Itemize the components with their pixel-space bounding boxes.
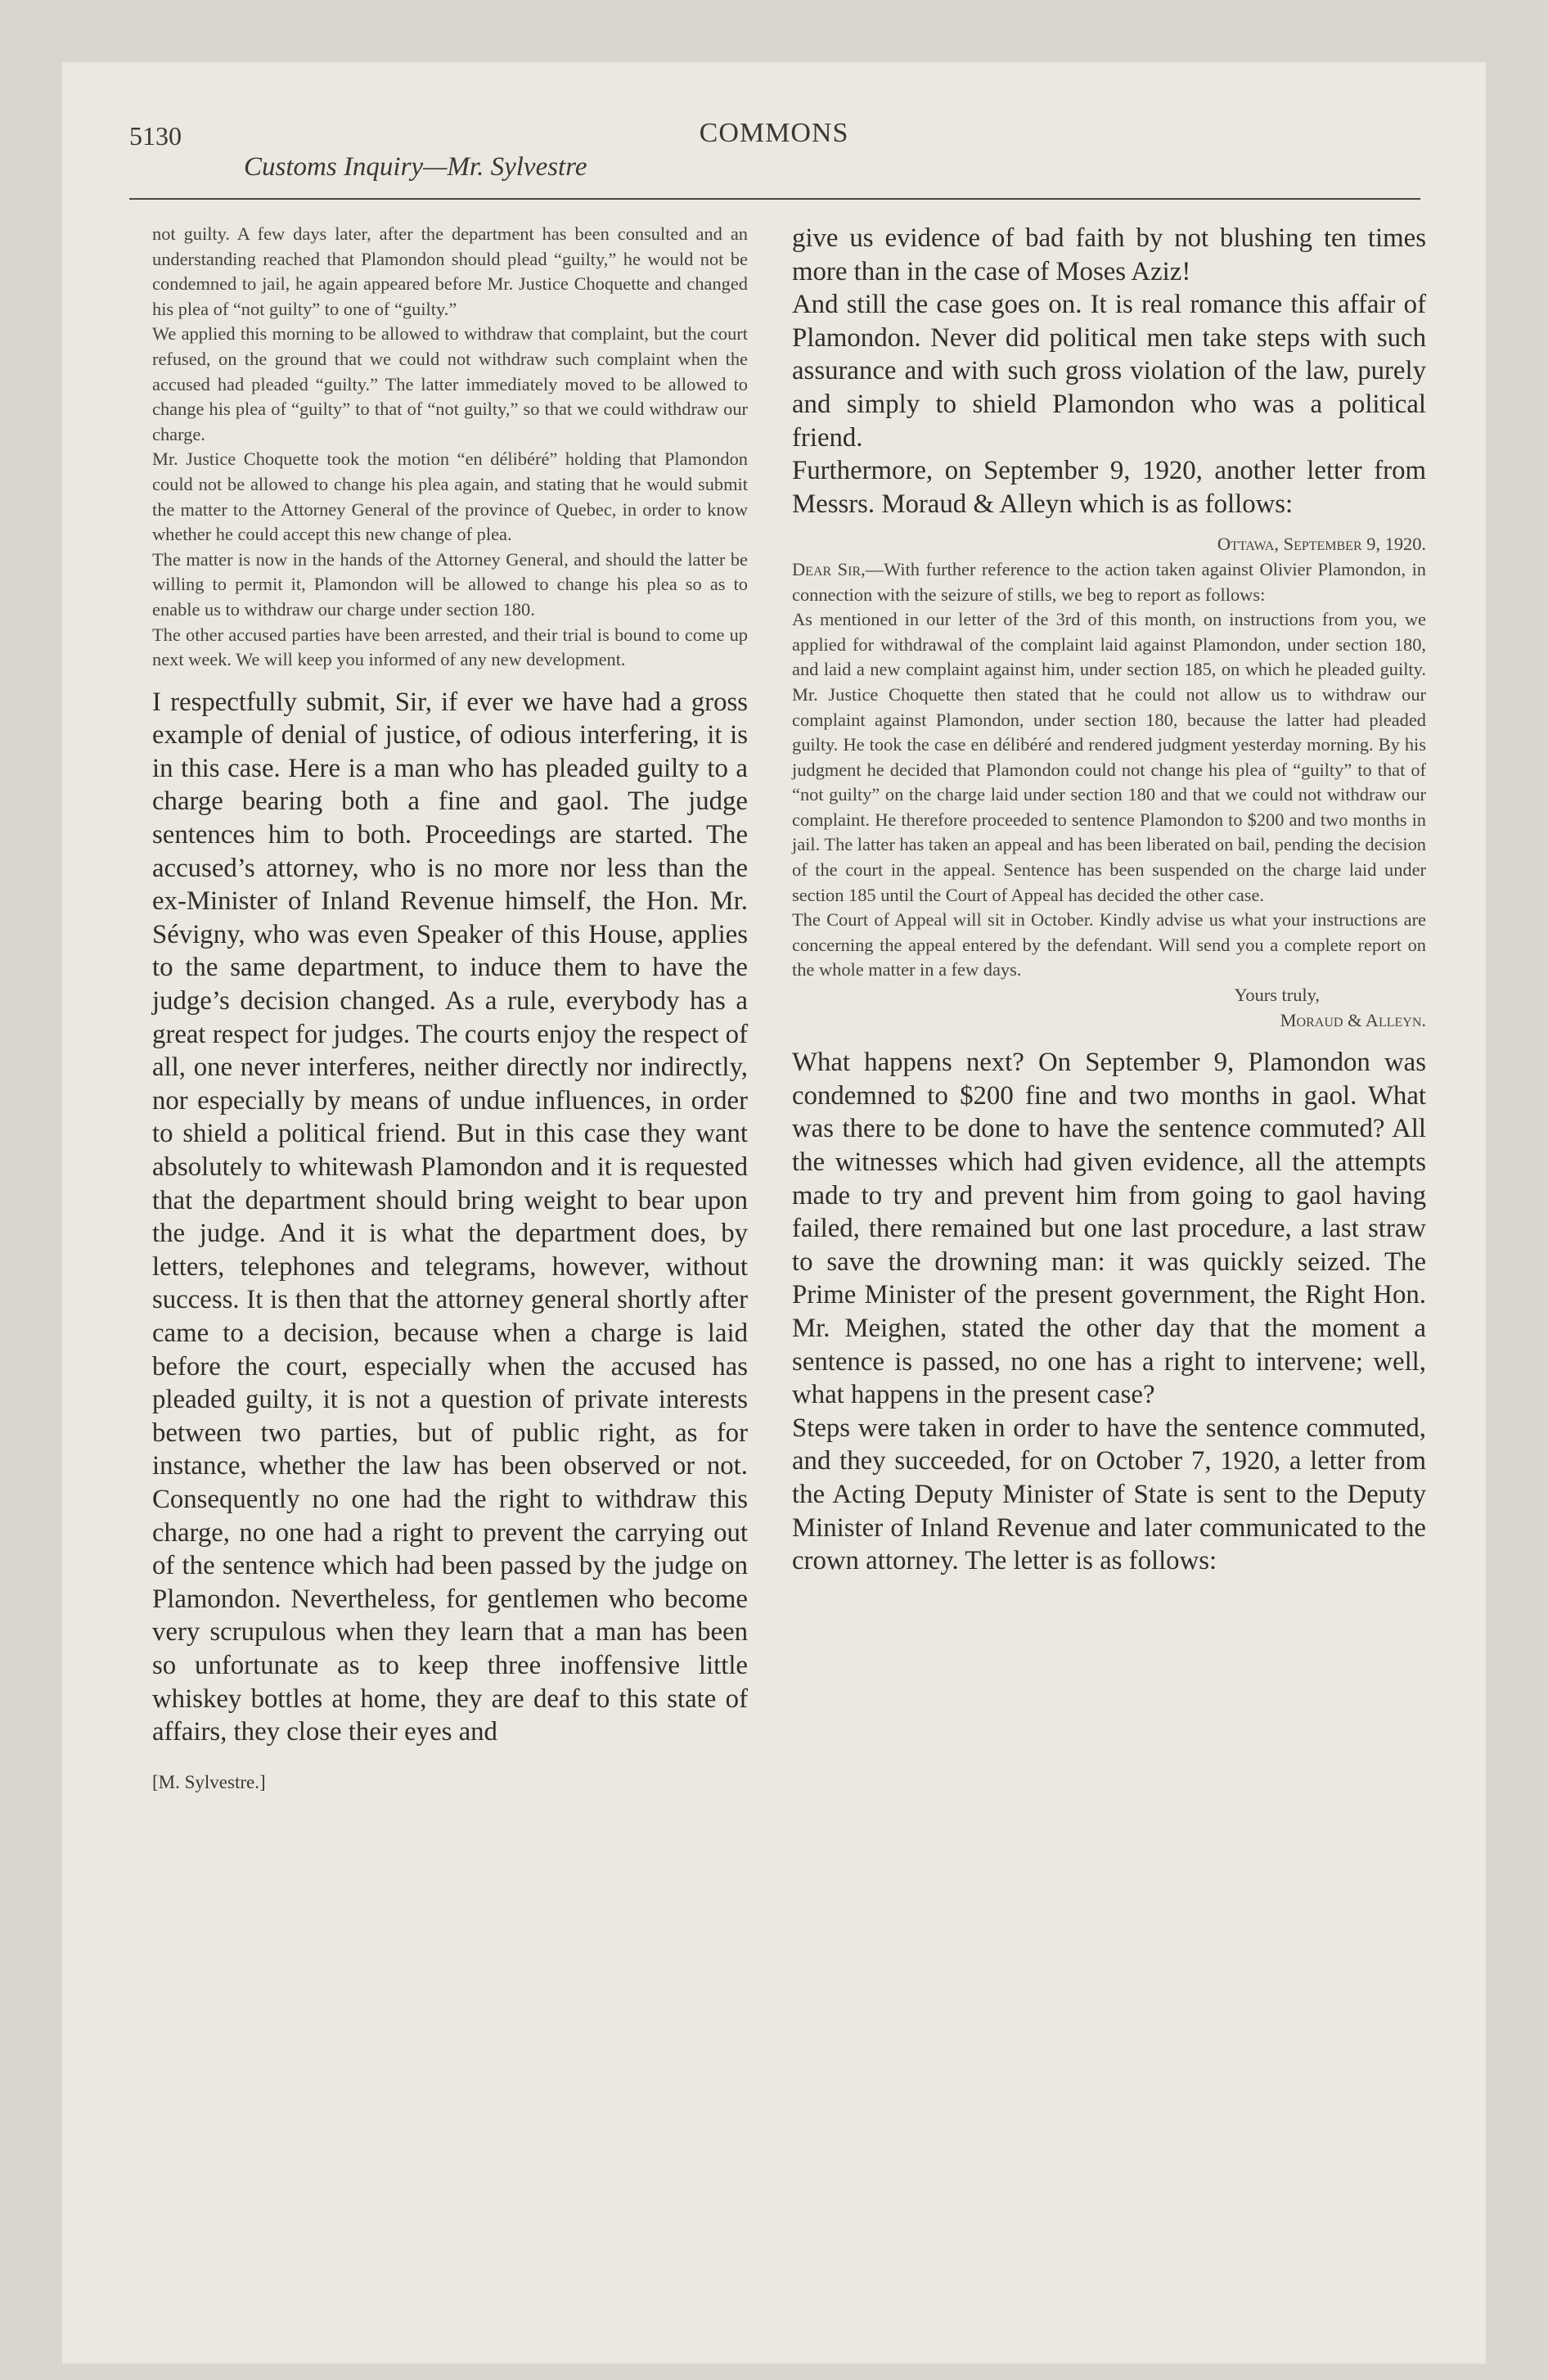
- speech-paragraph: What happens next? On September 9, Plamondon was condemned to $200 fine and two months in gaol. What was there to be done to have the sentence commuted? All the witnesses which had given evidence, all the attempts made to try and prevent him from going to gaol having failed, there remained but one last procedure, a last straw to save the drowning man: it was quickly seized. The Prime Minister of the present government, the Right Hon. Mr. Meighen, stated the other day that the moment a sentence is passed, no one has a right to intervene; well, what happens in the present case?: [792, 1048, 1426, 1410]
- letter-date: Ottawa, September 9, 1920.: [1217, 534, 1426, 555]
- quoted-report: [152, 222, 748, 673]
- letter-salutation: Dear Sir,: [792, 558, 866, 579]
- running-title: COMMONS: [699, 118, 849, 148]
- report-paragraph: The other accused parties have been arrested, and their trial is bound to come up next week. We will keep you informed of any new development.: [152, 624, 748, 670]
- speech-paragraph: Furthermore, on September 9, 1920, another letter from Messrs. Moraud & Alleyn which is as follows:: [792, 456, 1426, 519]
- letter-signature: Moraud & Alleyn.: [1280, 1009, 1426, 1030]
- letter-paragraph: [792, 557, 1426, 607]
- letter-text: —With further reference to the action taken against Olivier Plamondon, in connection with the seizure of stills, we beg to report as follows:: [792, 558, 1426, 605]
- letter-paragraph: The Court of Appeal will sit in October. Kindly advise us what your instructions are concerning the appeal entered by the defendant. Will send you a complete report on the whole matter in a few days.: [792, 909, 1426, 980]
- page-number: 5130: [129, 121, 182, 151]
- right-column: [792, 222, 1426, 1578]
- report-paragraph: We applied this morning to be allowed to withdraw that complaint, but the court refused, on the ground that we could not withdraw such complaint when the accused had pleaded “guilty.” The latter immediately moved to be allowed to change his plea of “guilty” to that of “not guilty,” so that we could withdraw our charge.: [152, 323, 748, 444]
- page-header: [62, 62, 1486, 218]
- page-sheet: [62, 62, 1486, 2364]
- quoted-letter: [792, 532, 1426, 1033]
- letter-paragraph: As mentioned in our letter of the 3rd of this month, on instructions from you, we applied for withdrawal of the complaint laid against Plamondon, under section 180, and laid a new complaint against him, under section 185, on which he pleaded guilty. Mr. Justice Choquette then stated that he could not allow us to withdraw our complaint against Plamondon, under section 180, because the latter had pleaded guilty. He took the case en délibéré and rendered judgment yesterday morning. By his judgment he decided that Plamondon could not change his plea of “guilty” to that of “not guilty” on the charge laid under section 180 and that we could not withdraw our complaint. He therefore proceeded to sentence Plamondon to $200 and two months in jail. The latter has taken an appeal and has been liberated on bail, pending the decision of the court in the appeal. Sentence has been suspended on the charge laid under section 185 until the Court of Appeal has decided the other case.: [792, 609, 1426, 905]
- section-title: Customs Inquiry—Mr. Sylvestre: [244, 152, 587, 182]
- letter-closing: Yours truly,: [1234, 985, 1320, 1006]
- speech-right-bottom: [792, 1046, 1426, 1578]
- speaker-tag: [M. Sylvestre.]: [152, 1771, 266, 1792]
- speech-paragraph: Steps were taken in order to have the sentence commuted, and they succeeded, for on October 7, 1920, a letter from the Acting Deputy Minister of State is sent to the Deputy Minister of Inland Revenue and later communicated to the crown attorney. The letter is as follows:: [792, 1413, 1426, 1576]
- report-paragraph: The matter is now in the hands of the Attorney General, and should the latter be willing to permit it, Plamondon will be allowed to change his plea so as to enable us to withdraw our charge under section 180.: [152, 548, 748, 620]
- speech-right-top: [792, 222, 1426, 521]
- speech-left: [152, 686, 748, 1749]
- speech-paragraph: And still the case goes on. It is real romance this affair of Plamondon. Never did political men take steps with such assurance and with such gross violation of the law, purely and simply to shield Plamondon who was a political friend.: [792, 290, 1426, 453]
- left-column: [152, 222, 748, 1793]
- report-paragraph: not guilty. A few days later, after the department has been consulted and an understanding reached that Plamondon should plead “guilty,” he would not be condemned to jail, he again appeared before Mr. Justice Choquette and changed his plea of “not guilty” to one of “guilty.”: [152, 223, 748, 319]
- header-rule: [129, 198, 1420, 200]
- report-paragraph: Mr. Justice Choquette took the motion “en délibéré” holding that Plamondon could not be allowed to change his plea again, and stating that he would submit the matter to the Attorney General of the province of Quebec, in order to know whether he could accept this new change of plea.: [152, 449, 748, 545]
- speech-paragraph: give us evidence of bad faith by not blushing ten times more than in the case of Moses Aziz!: [792, 223, 1426, 286]
- speech-paragraph: I respectfully submit, Sir, if ever we have had a gross example of denial of justice, of odious interfering, it is in this case. Here is a man who has pleaded guilty to a charge bearing both a fine and gaol. The judge sentences him to both. Proceedings are started. The accused’s attorney, who is no more nor less than the ex-Minister of Inland Revenue himself, the Hon. Mr. Sévigny, who was even Speaker of this House, applies to the same department, to induce them to have the judge’s decision changed. As a rule, everybody has a great respect for judges. The courts enjoy the respect of all, one never interferes, neither directly nor indirectly, nor especially by means of undue influences, in order to shield a political friend. But in this case they want absolutely to whitewash Plamondon and it is requested that the department should bring weight to bear upon the judge. And it is what the department does, by letters, telephones and telegrams, however, without success. It is then that the attorney general shortly after came to a decision, because when a charge is laid before the court, especially when the accused has pleaded guilty, it is not a question of private interests between two parties, but of public right, as for instance, whether the law has been observed or not. Consequently no one had the right to withdraw this charge, no one had a right to prevent the carrying out of the sentence which had been passed by the judge on Plamondon. Nevertheless, for gentlemen who become very scrupulous when they learn that a man has been so unfortunate as to keep three inoffensive little whiskey bottles at home, they are deaf to this state of affairs, they close their eyes and: [152, 687, 748, 1747]
